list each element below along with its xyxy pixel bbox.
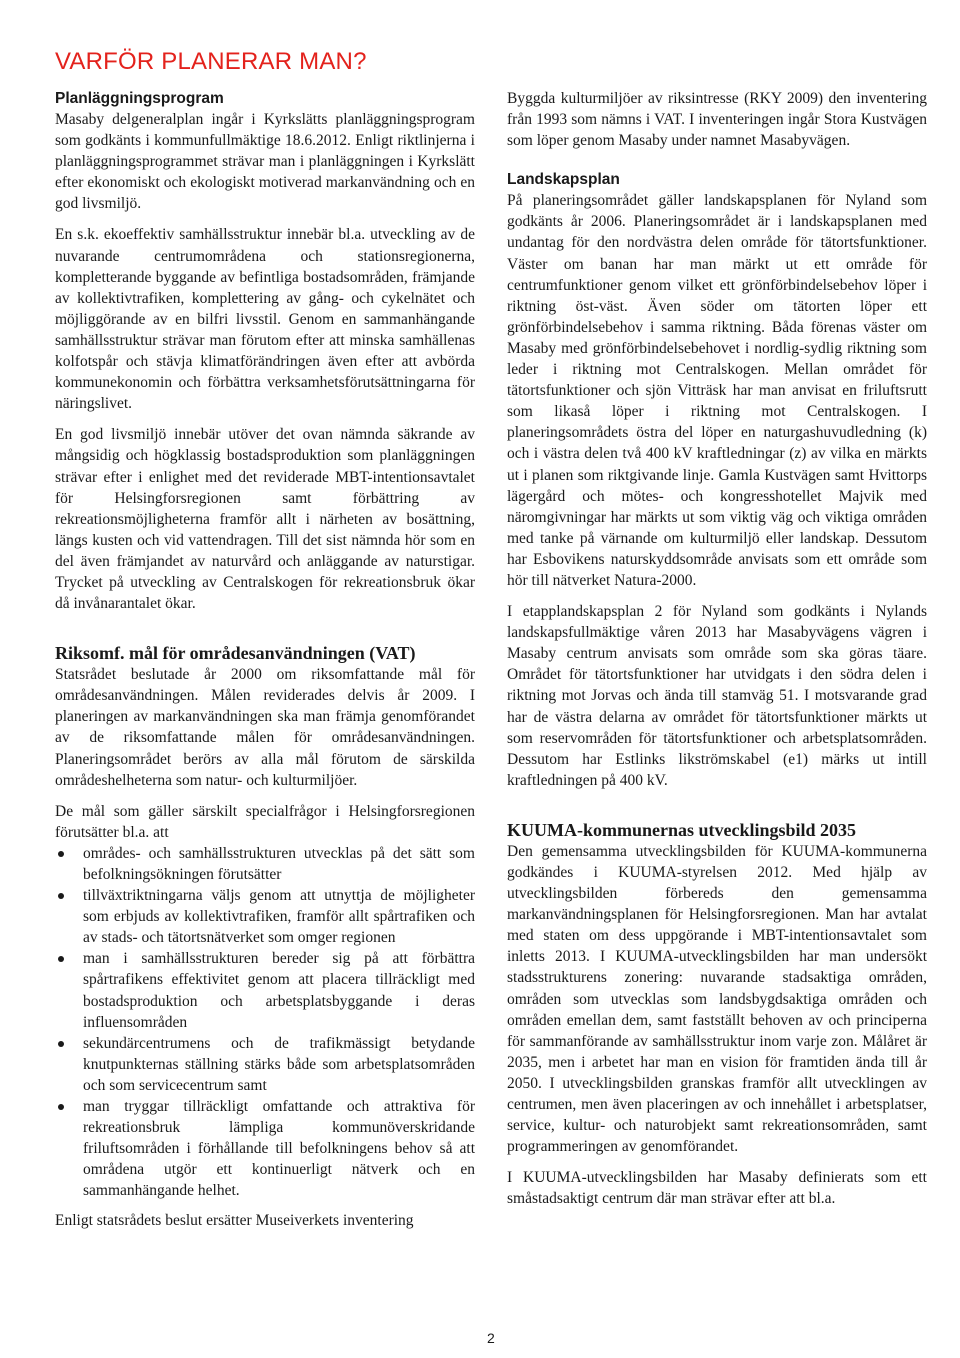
paragraph: Enligt statsrådets beslut ersätter Museiverkets inventering: [55, 1211, 414, 1229]
page-number: 2: [487, 1330, 495, 1346]
spacer: [507, 161, 927, 169]
paragraph: I KUUMA-utvecklingsbilden har Masaby definierats som ett småstadsaktigt centrum där man strävar efter att bl.a.: [507, 1169, 927, 1208]
paragraph: Statsrådet beslutade år 2000 om riksomfattande mål för områdesanvändningen. Målen reviderades delvis år 2009. I planeringen av markanvändningen ska man främja genomförandet av de riksomfattande målen för områdesanvändningen. Planeringsområdet berörs av alla mål förutom de särskilda områdeshelheterna som natur- och kulturmiljöer.: [55, 666, 475, 789]
paragraph: Masaby delgeneralplan ingår i Kyrkslätts planläggningsprogram som godkänts i kommunfullmäktige 18.6.2012. Enligt riktlinjerna i planläggningsprogrammet strävar man i planläggningen i Kyrkslätt efter ekonomiskt och ekologiskt motiverad markanvändning och en god livsmiljö.: [55, 111, 475, 213]
list-item: man tryggar tillräckligt omfattande och attraktiva för rekreationsbruk lämpliga kommunöverskridande friluftsområden i förhållande till befolkningens behov så att områdena utgör ett kontinuerligt nätverk och en sammanhängande helhet.: [55, 1096, 475, 1201]
left-column: [55, 88, 475, 1241]
spacer: [507, 801, 927, 819]
page-title: VARFÖR PLANERAR MAN?: [55, 48, 367, 75]
heading-landskapsplan: Landskapsplan: [507, 171, 620, 189]
paragraph: De mål som gäller särskilt specialfrågor i Helsingforsregionen förutsätter bl.a. att: [55, 802, 475, 841]
heading-kuuma: KUUMA-kommunernas utvecklingsbild 2035: [507, 819, 857, 840]
bullet-list: [55, 843, 475, 1202]
paragraph: I etapplandskapsplan 2 för Nyland som godkänts i Nylands landskapsfullmäktige våren 2013 har Masabyvägens vägren i Masaby centrum anvisats som område som ska göras täare. Området för tätortsfunktioner har utvidgats i den södra delen i riktning mot Jorvas och ända till stamväg 51. I motsvarande grad har de västra delarna av området för tätortsfunktioner märkts ut som reservområden för tätortsfunktioner och arbetsplatsområden. Dessutom har Estlinks likströmskabel (e1) märks ut intill kraftledningen på 400 kV.: [507, 603, 927, 789]
list-item: tillväxtriktningarna väljs genom att utnyttja de möjligheter som erbjuds av kollektivtrafiken, framför allt spårtrafiken och av stads- och tätortsnätverket som omger regionen: [55, 885, 475, 948]
paragraph: En god livsmiljö innebär utöver det ovan nämnda säkrande av mångsidig och högklassig bostadsproduktion som planläggningen strävar efter i enlighet med det reviderade MBT-intentionsavtalet för Helsingforsregionen samt förbättring av rekreationsmöjligheterna framför allt i närheten av bosättning, längs kusten och vid vattendragen. Till det sist nämnda hör som en del även främjandet av naturvård och anläggande av naturstigar. Trycket på utveckling av Centralskogen för rekreationsbruk ökar då invånarantalet ökar.: [55, 426, 475, 613]
paragraph: Den gemensamma utvecklingsbilden för KUUMA-kommunerna godkändes i KUUMA-styrelsen 2012. Med hjälp av utvecklingsbilden förbereds den gemensamma markanvändningsplanen för Helsingforsregionen. Man har avtalat med staten om dess uppgörande i MBT-intentionsavtalet som inletts 2013. I KUUMA-utvecklingsbilden har man undersökt stadsstrukturens zonering: nuvarande stadsaktiga områden, områden som utvecklas som landsbygdsaktiga områden och områden emellan dem, samt fastställt behoven av och principerna för sammanförande av samhällsstruktur inom varje zon. Målåret är 2035, men i arbetet har man en vision för framtiden ända till år 2050. I utvecklingsbilden granskas framför allt utvecklingen av centrumen, men även placeringen av och innehållet i arbetsplatser, service, kultur- och naturobjekt samt rekreationsområden, samt programmeringen av genomförandet.: [507, 842, 927, 1156]
list-item: sekundärcentrumens och de trafikmässigt betydande knutpunkternas ställning stärks både som arbetsplatsområden och som servicecentrum samt: [55, 1033, 475, 1096]
paragraph: En s.k. ekoeffektiv samhällsstruktur innebär bl.a. utveckling av de nuvarande centrumområdena och stationsregionerna, kompletterande byggande av befintliga bostadsområden, främjande av kollektivtrafiken, komplettering av gång- och cykelnätet och möjliggörande av en bilfri livsstil. Genom en sammanhängande samhällsstruktur strävar man förutom efter att minska samhällenas kolfotspår och stävja klimatförändringen även efter att avbörda kommunekonomin och förbättra verksamhetsförutsättningarna för näringslivet.: [55, 226, 475, 413]
list-item: man i samhällsstrukturen bereder sig på att förbättra spårtrafikens effektivitet genom att placera tillräckligt med bostadsproduktion och arbetsplatsbyggande i deras influensområden: [55, 948, 475, 1032]
list-item: områdes- och samhällsstrukturen utvecklas på det sätt som befolkningsökningen förutsätter: [55, 843, 475, 885]
paragraph: På planeringsområdet gäller landskapsplanen för Nyland som godkänts år 2006. Planeringsområdet är i landskapsplanen med undantag för den nordvästra delen område för tätortsfunktioner. Väster om banan har man märkt ut ett område för centrumfunktioner genom vilket ett grönförbindelsebehov löper i riktning öst-väst. Även söder om tätorten löper ett grönförbindelsebehov i samma riktning. Båda förenas väster om Masaby med grönförbindelsebehovet i nordlig-sydlig riktning som leder i riktning mot Centralskogen. Mellan området för tätortsfunktioner och sjön Vitträsk har man anvisat en friluftsrutt som likaså löper i riktning mot Centralskogen. I planeringsområdets östra del löper en naturgashuvudledning (k) och i västra delen två 400 kV kraftledningar (z) av vilka en märkts ut i planen som riktgivande linje. Gamla Kustvägen samt Hvittorps lägergård och mötes- och kongresshotellet Majvik med näromgivningar har märkts ut som viktig väg och viktiga områden med tanke på värnande om kulturmiljö eller landskap. Dessutom har Esbovikens naturskyddsområde anvisats som ett område som hör till nätverket Natura-2000.: [507, 192, 927, 589]
heading-planlaggningsprogram: Planläggningsprogram: [55, 90, 224, 107]
right-column: [507, 88, 927, 1220]
heading-riksomfattande-mal: Riksomf. mål för områdesanvändningen (VAT): [55, 643, 416, 664]
spacer: [55, 624, 475, 642]
paragraph: Byggda kulturmiljöer av riksintresse (RKY 2009) den inventering från 1993 som nämns i VAT. I inventeringen ingår Stora Kustvägen som löper genom Masaby under namnet Masabyvägen.: [507, 90, 927, 150]
